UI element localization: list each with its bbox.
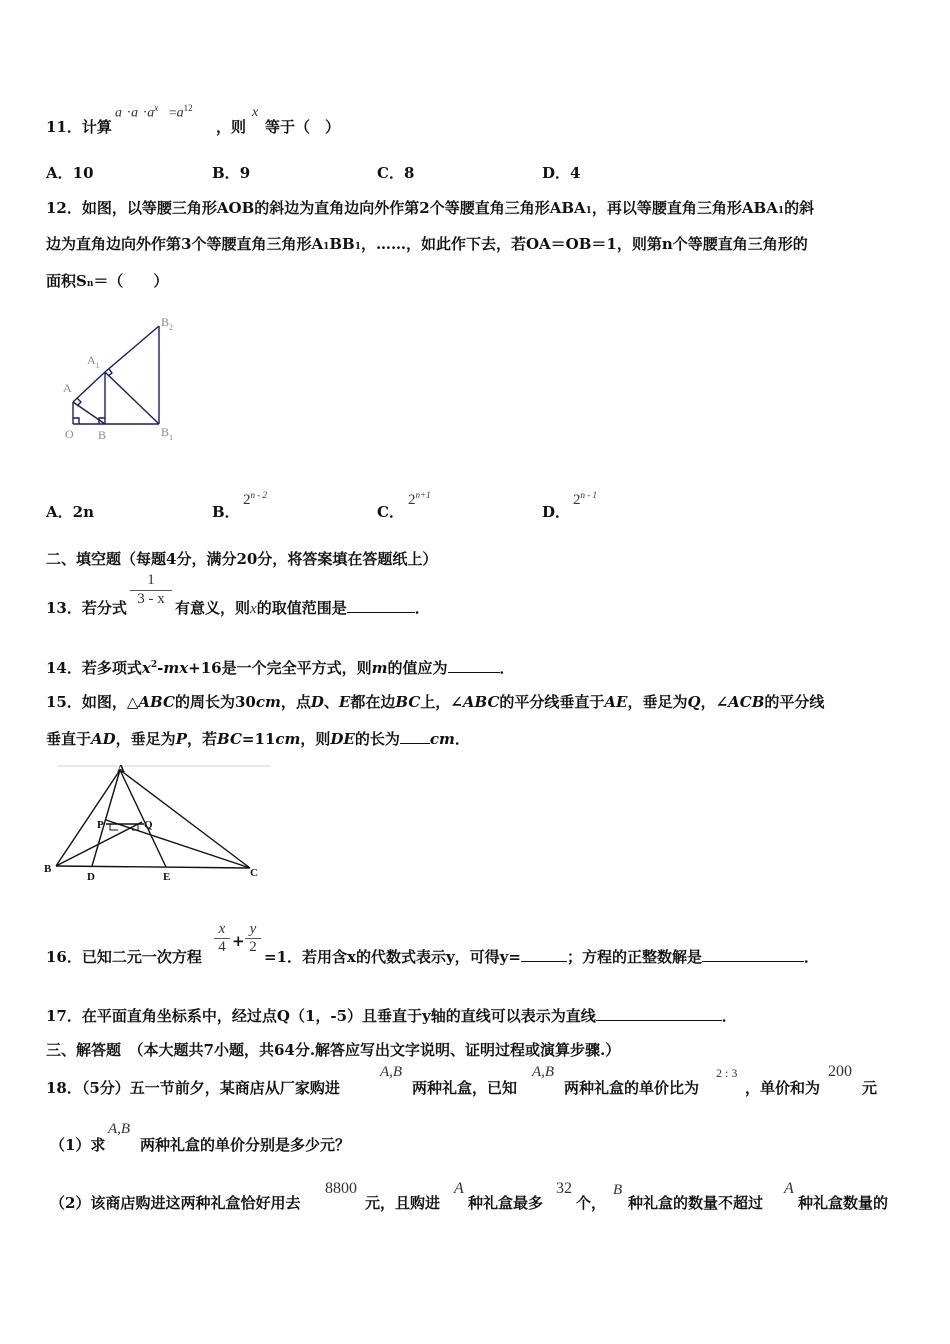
q18-stem-b: 两种礼盒，已知	[412, 1079, 518, 1097]
q18-part2-money: 8800	[325, 1180, 357, 1197]
q16-stem: 16．已知二元一次方程	[46, 948, 202, 966]
label-e: E	[163, 871, 171, 883]
q18-part2-a: （2）该商店购进这两种礼盒恰好用去	[50, 1194, 301, 1212]
q11-var: x	[252, 105, 259, 120]
q11-stem-middle: ，则	[216, 118, 247, 136]
q18-ab-1: A,B	[380, 1064, 403, 1080]
q17-stem: 17．在平面直角坐标系中，经过点Q（1，-5）且垂直于y轴的直线可以表示为直线 ．	[46, 1007, 737, 1025]
q12-line2: 边为直角边向外作第3个等腰直角三角形A1BB1，……，如此作下去，若OA＝OB＝1，则第n个等腰直角三角形的	[46, 235, 808, 253]
q11-option-b[interactable]: B．9	[212, 164, 251, 182]
q15-answer-blank[interactable]	[400, 729, 430, 744]
q18-part2-f: 种礼盒数量的	[798, 1194, 889, 1212]
q11-stem-after: 等于（ ）	[265, 118, 341, 136]
right-angle-a	[77, 398, 81, 406]
q12-option-c[interactable]: C．	[377, 503, 404, 521]
q18-sum: 200	[828, 1063, 852, 1080]
q18-part2-max: 32	[556, 1180, 572, 1197]
label-a: A	[63, 381, 72, 395]
q17-answer-blank[interactable]	[596, 1006, 722, 1021]
label-b: B	[44, 863, 52, 875]
label-q: Q	[144, 819, 153, 831]
q11-option-d[interactable]: D．4	[542, 164, 581, 182]
q12-option-b-expr: 2$^{n - 2}$	[243, 490, 267, 508]
label-d: D	[87, 871, 95, 883]
q14-answer-blank[interactable]	[448, 658, 500, 673]
q18-stem-e: 元	[862, 1079, 878, 1097]
q13-fraction	[130, 572, 172, 608]
q18-part2-e: 种礼盒的数量不超过	[628, 1194, 764, 1212]
q12-line1: 12．如图，以等腰三角形AOB的斜边为直角边向外作第2个等腰直角三角形ABA1，再以等腰直角三角形ABA1的斜	[46, 199, 815, 217]
q18-part1-a: （1）求	[50, 1136, 106, 1154]
label-p: P	[97, 819, 104, 831]
q15-triangle-figure	[40, 758, 270, 886]
q13-stem: 13．若分式	[46, 599, 127, 617]
q15-line1: 15．如图，△ABC的周长为30cm，点D、E都在边BC上，∠ABC的平分线垂直于AE，垂足为Q，∠ACB的平分线	[46, 693, 825, 711]
q18-ratio: 2 : 3	[716, 1066, 738, 1080]
q15-line2: 垂直于AD，垂足为P，若BC=11cm，则DE的长为 cm．	[46, 730, 470, 748]
q16-fraction-2: $\frac{y}{2}$	[245, 921, 261, 956]
segment-a1b1	[105, 372, 159, 424]
q16-answer-blank-2[interactable]	[702, 947, 804, 962]
right-angle-p	[110, 824, 118, 830]
side-ab	[56, 770, 120, 866]
q18-stem: 18．（5分）五一节前夕，某商店从厂家购进	[46, 1079, 340, 1097]
q18-part2-b: B	[613, 1182, 623, 1198]
q16-fraction-1: $\frac{x}{4}$	[214, 921, 230, 956]
segment-aa1	[73, 372, 105, 402]
label-a: A	[117, 763, 125, 775]
q16-answer-blank-1[interactable]	[521, 947, 567, 962]
q18-part2-c: 种礼盒最多	[468, 1194, 544, 1212]
section-3-title: 三、解答题 （本大题共7小题，共64分.解答应写出文字说明、证明过程或演算步骤.）	[46, 1041, 621, 1059]
q18-ab-2: A,B	[532, 1064, 555, 1080]
q14-stem: 14．若多项式$x^2-mx+16$是一个完全平方式，则m的值应为 ．	[46, 659, 515, 677]
q18-part2-a1: A	[454, 1180, 464, 1197]
section-2-title: 二、填空题（每题4分，满分20分，将答案填在答题纸上）	[46, 550, 438, 568]
q18-part1-ab: A,B	[108, 1121, 131, 1137]
segment-ad	[92, 770, 120, 866]
q12-triangle-figure	[55, 312, 195, 447]
right-angle-a1	[108, 369, 112, 376]
label-b: B	[98, 428, 107, 442]
q12-line3: 面积Sn＝（ ）	[46, 272, 169, 290]
q18-part2-a2: A	[784, 1180, 794, 1197]
bisector-c	[106, 820, 250, 868]
label-b2: $B_2$	[161, 315, 174, 332]
q16-plus: +	[232, 932, 245, 950]
q13-answer-blank[interactable]	[347, 598, 415, 613]
q12-option-d[interactable]: D．	[542, 503, 571, 521]
q13-fraction-numerator: 1	[147, 572, 155, 588]
q16-stem-rest: =1．若用含x的代数式表示y，可得y= ；方程的正整数解是 ．	[264, 948, 819, 966]
label-a1: $A_1$	[87, 353, 100, 370]
segment-a1b2	[105, 326, 159, 372]
q12-option-b[interactable]: B．	[212, 503, 240, 521]
label-b1: $B_1$	[161, 425, 174, 442]
side-ac	[120, 770, 250, 868]
q12-option-a[interactable]: A．2n	[46, 503, 94, 521]
q18-part1-b: 两种礼盒的单价分别是多少元？	[140, 1136, 351, 1154]
q11-expression: $a \cdot a \cdot a^x =a^{12}$	[115, 103, 193, 121]
q18-stem-d: ，单价和为	[745, 1079, 821, 1097]
q18-stem-c: 两种礼盒的单价比为	[564, 1079, 700, 1097]
side-bc	[56, 866, 250, 868]
q13-fraction-denominator: 3 - x	[130, 590, 172, 608]
q18-part2-b: 元，且购进	[365, 1194, 441, 1212]
q12-option-c-expr: $2^{n+1}$	[408, 490, 431, 508]
right-angle-o	[73, 418, 79, 424]
label-c: C	[250, 867, 258, 879]
label-o: O	[65, 427, 74, 441]
q11-option-c[interactable]: C．8	[377, 164, 415, 182]
q18-part2-d: 个，	[576, 1194, 607, 1212]
segment-ae	[120, 770, 166, 867]
q13-stem-rest: 有意义，则x的取值范围是 ．	[175, 599, 430, 617]
q11-stem: 11．计算	[46, 118, 112, 136]
q12-option-d-expr: 2$^{n - 1}$	[573, 490, 597, 508]
q11-option-a[interactable]: A．10	[46, 164, 94, 182]
